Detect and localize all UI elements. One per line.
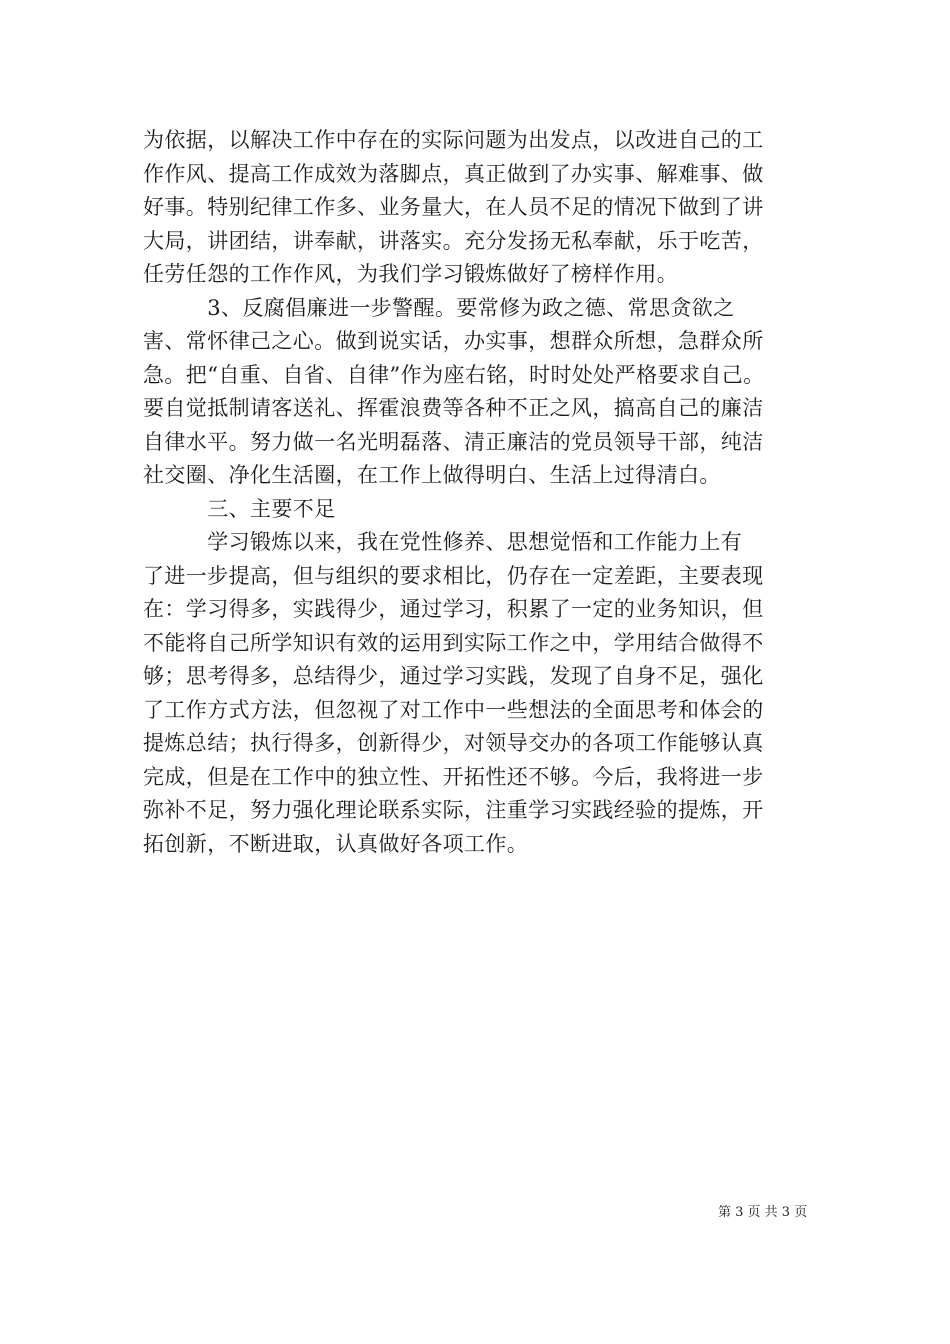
text-line: 为依据，以解决工作中存在的实际问题为出发点，以改进自己的工: [143, 128, 764, 152]
text-line: 害、常怀律己之心。做到说实话，办实事，想群众所想，急群众所: [143, 329, 764, 353]
text-line: 够；思考得多，总结得少，通过学习实践，发现了自身不足，强化: [143, 664, 764, 688]
text-line: 完成，但是在工作中的独立性、开拓性还不够。今后，我将进一步: [143, 764, 764, 789]
text-line: 了工作方式方法，但忽视了对工作中一些想法的全面思考和体会的: [143, 697, 764, 722]
text-line: 提炼总结；执行得多，创新得少，对领导交办的各项工作能够认真: [143, 731, 764, 755]
text-line: 3、反腐倡廉进一步警醒。要常修为政之德、常思贪欲之: [143, 295, 735, 320]
text-line: 在：学习得多，实践得少，通过学习，积累了一定的业务知识，但: [143, 597, 764, 621]
text-line: 拓创新，不断进取，认真做好各项工作。: [143, 831, 529, 856]
text-line: 要自觉抵制请客送礼、挥霍浪费等各种不正之风，搞高自己的廉洁: [143, 396, 764, 420]
body-text: [143, 124, 815, 861]
text-line: 自律水平。努力做一名光明磊落、清正廉洁的党员领导干部，纯洁: [143, 429, 764, 454]
text-line: 作作风、提高工作成效为落脚点，真正做到了办实事、解难事、做: [143, 161, 764, 186]
page-number: 第 3 页 共 3 页: [718, 1205, 808, 1220]
text-line: 大局，讲团结，讲奉献，讲落实。充分发扬无私奉献，乐于吃苦，: [143, 228, 764, 253]
text-line: 社交圈、净化生活圈，在工作上做得明白、生活上过得清白。: [143, 463, 721, 487]
text-line: 不能将自己所学知识有效的运用到实际工作之中，学用结合做得不: [143, 630, 764, 655]
text-line: 学习锻炼以来，我在党性修养、思想觉悟和工作能力上有: [143, 530, 743, 554]
text-line: 好事。特别纪律工作多、业务量大，在人员不足的情况下做到了讲: [143, 195, 764, 219]
section-heading: 三、主要不足: [143, 496, 336, 521]
text-line: 任劳任怨的工作作风，为我们学习锻炼做好了榜样作用。: [143, 262, 678, 286]
text-line: 急。把“自重、自省、自律”作为座右铭，时时处处严格要求自己。: [143, 362, 765, 387]
text-line: 弥补不足，努力强化理论联系实际，注重学习实践经验的提炼，开: [143, 798, 764, 822]
text-line: 了进一步提高，但与组织的要求相比，仍存在一定差距，主要表现: [143, 563, 764, 588]
